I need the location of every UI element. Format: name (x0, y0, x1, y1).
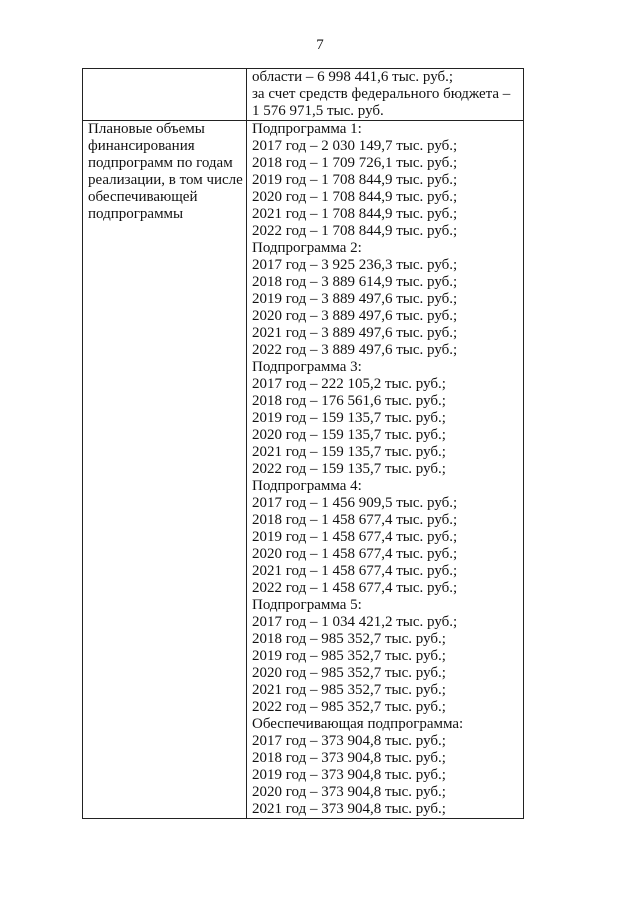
page-number: 7 (316, 37, 324, 53)
year-line: 2018 год – 1 709 726,1 тыс. руб.; (252, 155, 458, 171)
table-row-funding (83, 121, 524, 819)
year-line: 2018 год – 3 889 614,9 тыс. руб.; (252, 274, 458, 290)
text-line: области – 6 998 441,6 тыс. руб.; (252, 69, 454, 85)
year-line: 2020 год – 1 458 677,4 тыс. руб.; (252, 546, 458, 562)
year-line: 2017 год – 1 456 909,5 тыс. руб.; (252, 495, 458, 511)
funding-value-cell (247, 121, 524, 819)
year-line: 2020 год – 159 135,7 тыс. руб.; (252, 427, 446, 443)
text-line: за счет средств федерального бюджета – (252, 86, 511, 102)
year-line: 2022 год – 1 458 677,4 тыс. руб.; (252, 580, 458, 596)
year-line: 2021 год – 159 135,7 тыс. руб.; (252, 444, 446, 460)
year-line: 2017 год – 222 105,2 тыс. руб.; (252, 376, 446, 392)
year-line: 2021 год – 1 458 677,4 тыс. руб.; (252, 563, 458, 579)
year-line: 2019 год – 1 458 677,4 тыс. руб.; (252, 529, 458, 545)
year-line: 2020 год – 1 708 844,9 тыс. руб.; (252, 189, 458, 205)
subprogram-heading: Обеспечивающая подпрограмма: (252, 716, 464, 732)
year-line: 2022 год – 1 708 844,9 тыс. руб.; (252, 223, 458, 239)
year-line: 2017 год – 373 904,8 тыс. руб.; (252, 733, 446, 749)
year-line: 2019 год – 3 889 497,6 тыс. руб.; (252, 291, 458, 307)
year-line: 2020 год – 3 889 497,6 тыс. руб.; (252, 308, 458, 324)
subprogram-heading: Подпрограмма 5: (252, 597, 362, 613)
year-line: 2017 год – 3 925 236,3 тыс. руб.; (252, 257, 458, 273)
top-row-label-cell (83, 69, 247, 121)
year-line: 2022 год – 159 135,7 тыс. руб.; (252, 461, 446, 477)
year-line: 2017 год – 1 034 421,2 тыс. руб.; (252, 614, 458, 630)
year-line: 2018 год – 373 904,8 тыс. руб.; (252, 750, 446, 766)
year-line: 2022 год – 3 889 497,6 тыс. руб.; (252, 342, 458, 358)
year-line: 2021 год – 1 708 844,9 тыс. руб.; (252, 206, 458, 222)
year-line: 2021 год – 985 352,7 тыс. руб.; (252, 682, 446, 698)
year-line: 2017 год – 2 030 149,7 тыс. руб.; (252, 138, 458, 154)
subprogram-heading: Подпрограмма 1: (252, 121, 362, 137)
funding-label: Плановые объемы финансирования подпрограмм по годам реализации, в том числе обеспечивающей подпрограммы (88, 121, 243, 222)
year-line: 2022 год – 985 352,7 тыс. руб.; (252, 699, 446, 715)
year-line: 2020 год – 985 352,7 тыс. руб.; (252, 665, 446, 681)
subprogram-heading: Подпрограмма 2: (252, 240, 362, 256)
text-line: 1 576 971,5 тыс. руб. (252, 103, 384, 119)
table-row-top (83, 69, 524, 121)
passport-table (82, 68, 524, 819)
year-line: 2018 год – 176 561,6 тыс. руб.; (252, 393, 446, 409)
subprogram-heading: Подпрограмма 4: (252, 478, 362, 494)
year-line: 2019 год – 159 135,7 тыс. руб.; (252, 410, 446, 426)
funding-label-cell (83, 121, 247, 819)
year-line: 2019 год – 1 708 844,9 тыс. руб.; (252, 172, 458, 188)
year-line: 2021 год – 373 904,8 тыс. руб.; (252, 801, 446, 817)
subprogram-heading: Подпрограмма 3: (252, 359, 362, 375)
year-line: 2018 год – 1 458 677,4 тыс. руб.; (252, 512, 458, 528)
top-row-value-cell (247, 69, 524, 121)
year-line: 2021 год – 3 889 497,6 тыс. руб.; (252, 325, 458, 341)
year-line: 2019 год – 985 352,7 тыс. руб.; (252, 648, 446, 664)
year-line: 2020 год – 373 904,8 тыс. руб.; (252, 784, 446, 800)
year-line: 2018 год – 985 352,7 тыс. руб.; (252, 631, 446, 647)
year-line: 2019 год – 373 904,8 тыс. руб.; (252, 767, 446, 783)
